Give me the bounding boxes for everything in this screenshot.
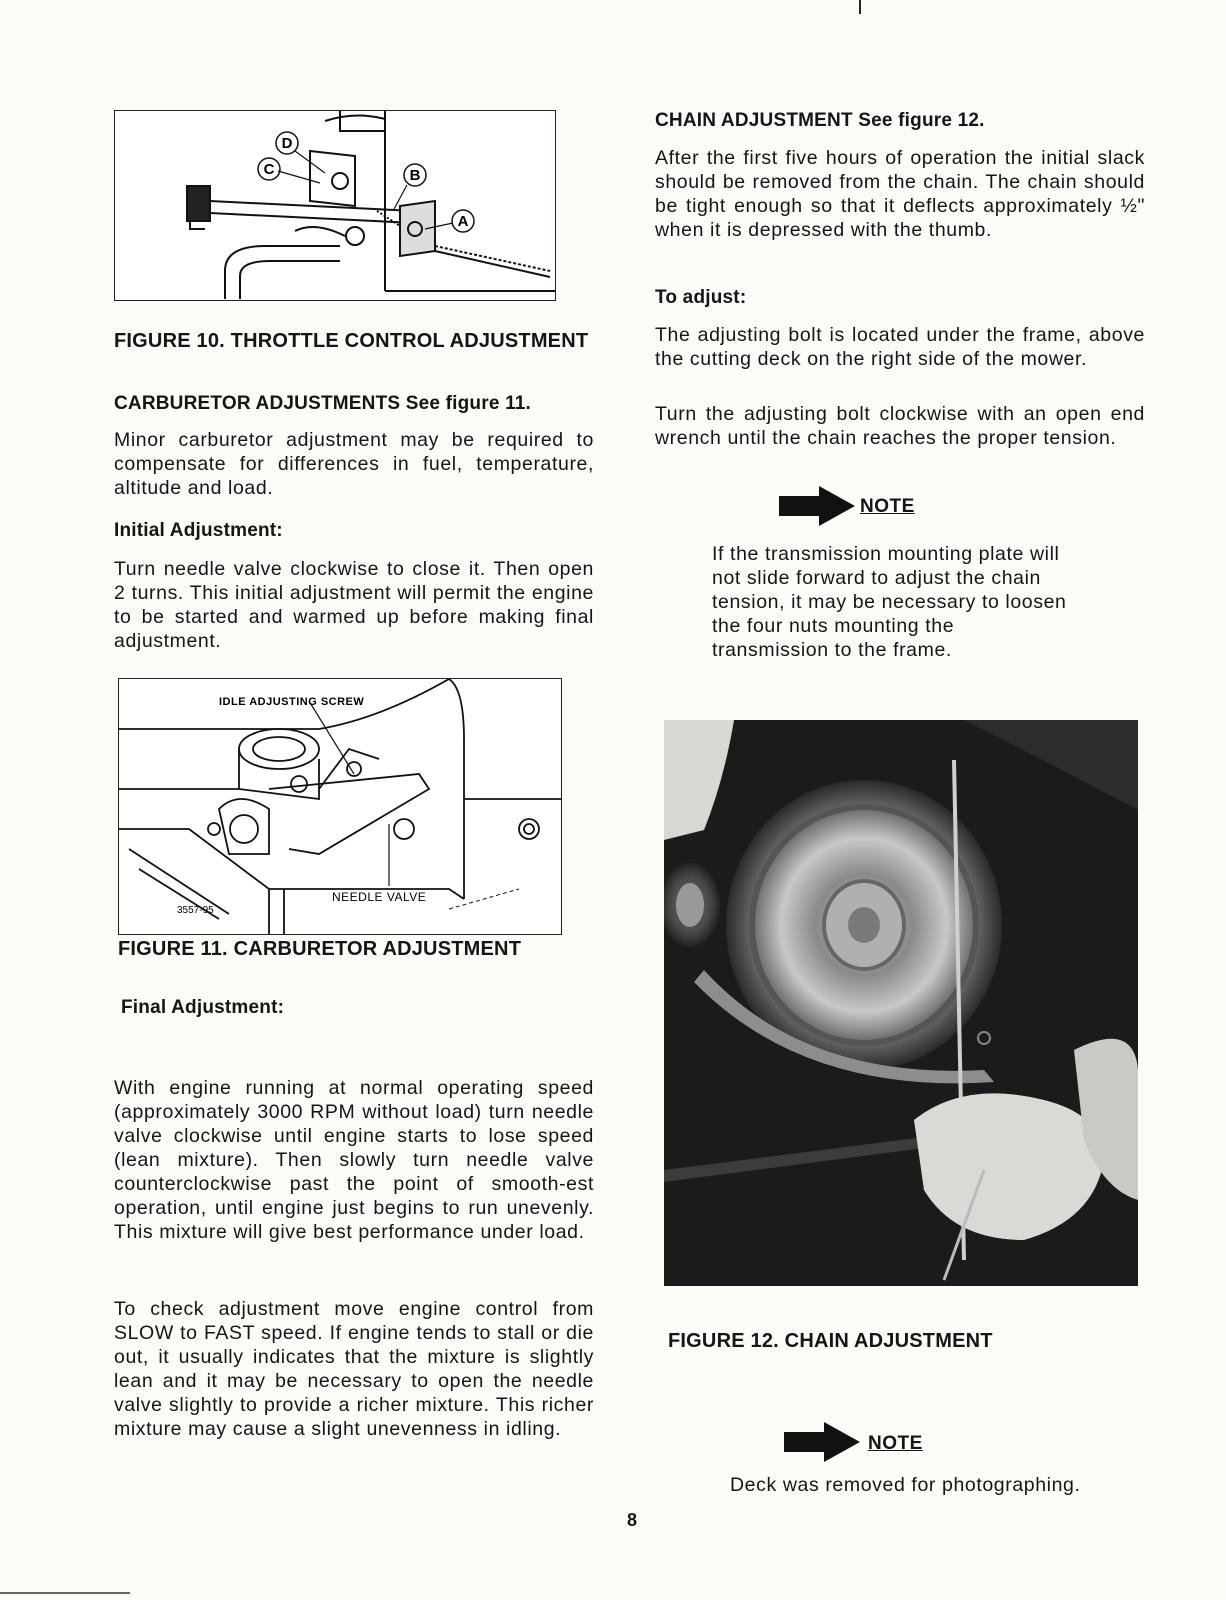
note-2-label: NOTE: [868, 1433, 923, 1454]
note-1: [712, 478, 1072, 663]
note-1-text: If the transmission mounting plate will not slide forward to adjust the chain tension, it may be necessary to loosen the four nuts mounting the transmission to the frame.: [712, 543, 1067, 661]
scan-line-bottom: [0, 1592, 130, 1594]
throttle-control-drawing: [115, 111, 555, 300]
chain-adjustment-text: After the first five hours of operation the initial slack should be removed from the chain. The chain should be tight enough so that it deflects approximately ½" when it is depressed with the thumb.: [655, 147, 1145, 241]
check-adjustment-text: To check adjustment move engine control from SLOW to FAST speed. If engine tends to stall or die out, it usually indicates that the mixture is slightly lean and it may be necessary to open the needle valve slightly to provide a richer mixture. This richer mixture may cause a slight unevenness in idling.: [114, 1298, 594, 1440]
figure-10-illustration: [114, 110, 556, 301]
callout-a: A: [457, 213, 469, 230]
needle-valve-label: NEEDLE VALVE: [332, 890, 427, 904]
callout-d: D: [281, 135, 293, 152]
carburetor-adjustments-heading: CARBURETOR ADJUSTMENTS See figure 11.: [114, 393, 532, 414]
final-adjustment-text: With engine running at normal operating speed (approximately 3000 RPM without load) turn needle valve clockwise until engine starts to lose speed (lean mixture). Then slowly turn needle valve counterclockwise past the point of smooth-est operation, until engine just begins to run unevenly. This mixture will give best performance under load.: [114, 1077, 594, 1243]
note-2-text: Deck was removed for photographing.: [730, 1474, 1081, 1496]
adjusting-bolt-turn-text: Turn the adjusting bolt clockwise with an open end wrench until the chain reaches the proper tension.: [655, 403, 1145, 449]
carburetor-drawing: [119, 679, 561, 934]
figure-11-caption: FIGURE 11. CARBURETOR ADJUSTMENT: [118, 938, 522, 960]
figure-12-caption: FIGURE 12. CHAIN ADJUSTMENT: [668, 1330, 993, 1352]
note-1-label: NOTE: [860, 496, 915, 517]
adjusting-bolt-location-text: The adjusting bolt is located under the frame, above the cutting deck on the right side of the mower.: [655, 324, 1145, 370]
idle-adjusting-screw-label: IDLE ADJUSTING SCREW: [219, 696, 365, 708]
figure-10-caption: FIGURE 10. THROTTLE CONTROL ADJUSTMENT: [114, 330, 589, 352]
arrow-right-icon: [777, 484, 857, 528]
page-number: 8: [627, 1510, 638, 1530]
figure-12-photo: [664, 720, 1138, 1286]
chain-adjustment-heading: CHAIN ADJUSTMENT See figure 12.: [655, 110, 985, 131]
figure-11-code: 3557-95: [177, 905, 214, 916]
scan-mark-top: [859, 0, 861, 14]
chain-pulley-photo: [664, 720, 1138, 1286]
arrow-right-icon: [782, 1420, 862, 1464]
callout-b: B: [409, 167, 421, 184]
to-adjust-heading: To adjust:: [655, 287, 747, 308]
figure-11-illustration: [118, 678, 562, 935]
final-adjustment-heading: Final Adjustment:: [121, 997, 285, 1018]
initial-adjustment-text: Turn needle valve clockwise to close it. Then open 2 turns. This initial adjustment will permit the engine to be started and warmed up before making final adjustment.: [114, 558, 594, 652]
callout-c: C: [263, 161, 275, 178]
initial-adjustment-heading: Initial Adjustment:: [114, 520, 283, 541]
carburetor-intro-text: Minor carburetor adjustment may be required to compensate for differences in fuel, temperature, altitude and load.: [114, 429, 594, 499]
